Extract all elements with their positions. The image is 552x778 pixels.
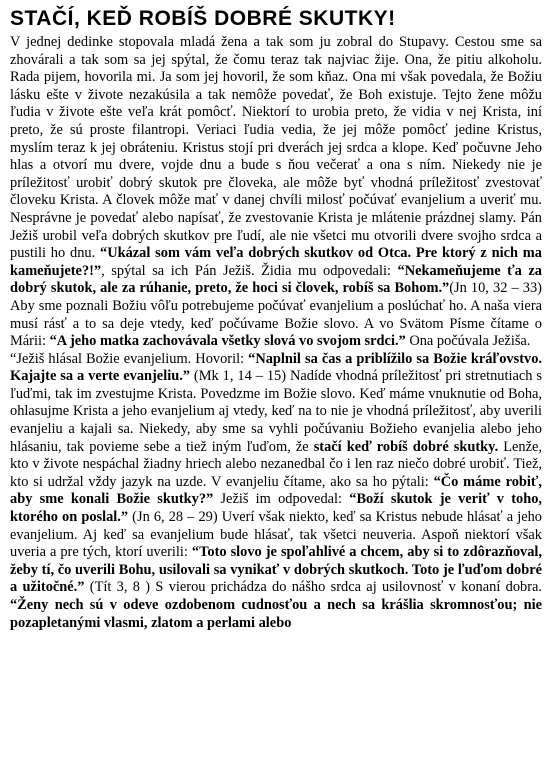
bold-quote: “Čo máme robiť, aby sme konali Božie skutky?” [10, 473, 542, 508]
text-run: (Jn 6, 28 – 29) Uverí však niekto, keď sa Kristus nebude hlásať a jeho evanjelium. Aj keď sa evanjelium bude hlásať, tak všetci neuveria. Aspoň niektorí však uveria a pre tých, ktorí uverili: [10, 509, 542, 561]
text-run: “Ježiš hlásal Božie evanjelium. Hovoril: [10, 350, 249, 367]
text-run: Ježiš im odpovedal: [213, 491, 350, 508]
text-run: (Tít 3, 8 ) S vierou prichádza do nášho srdca aj usilovnosť v konaní dobra. [84, 579, 542, 596]
bold-quote: “Toto slovo je spoľahlivé a chcem, aby si to zdôrazňoval, žeby tí, čo uverili Bohu, usilovali sa vynikať v dobrých skutkoch. Toto je ľuďom dobré a užitočné.” [10, 544, 543, 596]
page-title: STAČÍ, KEĎ ROBÍŠ DOBRÉ SKUTKY! [10, 7, 396, 30]
bold-quote: “Nekameňujeme ťa za dobrý skutok, ale za rúhanie, preto, že hoci si človek, robíš sa Bohom.” [10, 262, 542, 297]
bold-quote: “Ženy nech sú v odeve ozdobenom cudnosťou a nech sa krášlia skromnosťou; nie pozapletanými vlasmi, zlatom a perlami alebo [10, 597, 542, 631]
bold-quote: “Ukázal som vám veľa dobrých skutkov od Otca. Pre ktorý z nich ma kameňujete?!” [10, 245, 542, 279]
bold-quote: “A jeho matka zachovávala všetky slová vo svojom srdci.” [49, 333, 406, 350]
text-run: V jednej dedinke stopovala mladá žena a tak som ju zobral do Stupavy. Cestou sme sa zhovárali a tak som sa jej spýtal, že čomu teraz tak najviac žije. Ona, že pitiu alkoholu. Rada pijem, hovorila mi. Ja som jej hovoril, že som kňaz. Ona mi však povedala, že Božiu lásku ešte v živote nezakúsila a tak nemôže povedať, že Boh existuje. Tejto žene môžu ľudia v živote ešte veľa krát pomôcť. Niektorí to urobia preto, že vidia v nej Krista, iní preto, že sú proste filantropi. Veriaci ľudia vedia, že jej môže pomôcť jedine Kristus, myslím teraz k jej obráteniu. Kristus stojí pri dverách jej srdca a klope. Keď počuvne Jeho hlas a otvorí mu dvere, vojde dnu a bude s ňou večerať a ona s ním. Niekedy nie je príležitosť urobiť dobrý skutok pre človeka, ale môže byť vhodná príležitosť zvestovať človeku Krista. A človek môže mať v danej chvíli milosť počúvať evanjelium a uveriť mu. Nesprávne je povedať alebo napísať, že zvestovanie Krista je mlátenie prázdnej slamy. Pán Ježiš urobil veľa dobrých skutkov pre ľudí, ale nie všetci mu otvorili dvere svojho srdca a pustili ho dnu. [10, 34, 542, 262]
text-run: (Mk 1, 14 – 15) Nadíde vhodná príležitosť pri stretnutiach s ľuďmi, tak im zvestujme Krista. Povedzme im Božie slovo. Keď máme vnuknutie od Boha, ohlasujme Krista a jeho evanjelium aj vtedy, keď na to nie je vhodná príležitosť, aby uverili evanjeliu a kajali sa. Niekedy, aby sme sa vyhli počúvaniu Božieho evanjelia alebo jeho hlásaniu, tak povieme sebe a tiež iným ľuďom, že [10, 368, 542, 455]
bold-quote: “Boží skutok je veriť v toho, ktorého on poslal.” [10, 491, 542, 526]
bold-quote: “Naplnil sa čas a priblížilo sa Božie kráľovstvo. Kajajte sa a verte evanjeliu.” [10, 350, 543, 385]
text-run: Ona počúvala Ježiša. [405, 333, 531, 350]
paragraph-2 [10, 351, 542, 633]
paragraph-1 [10, 34, 542, 351]
bold-quote: stačí keď robíš dobré skutky. [313, 438, 499, 455]
text-run: (Jn 10, 32 – 33) Aby sme poznali Božiu vôľu potrebujeme počúvať evanjelium a poslúchať ho. A naša viera musí rásť a to sa deje vtedy, keď počúvame Božie slovo. A vo Svätom Písme čítame o Márii: [10, 280, 542, 350]
text-run: Lenže, kto v živote nespáchal žiadny hriech alebo nezanedbal čo i len raz niečo dobré urobiť. Tiež, kto si udržal vždy jazyk na uzde. V evanjeliu čítame, ako sa ho pýtali: [10, 438, 542, 490]
text-run: , spýtal sa ich Pán Ježiš. Židia mu odpovedali: [101, 262, 398, 279]
